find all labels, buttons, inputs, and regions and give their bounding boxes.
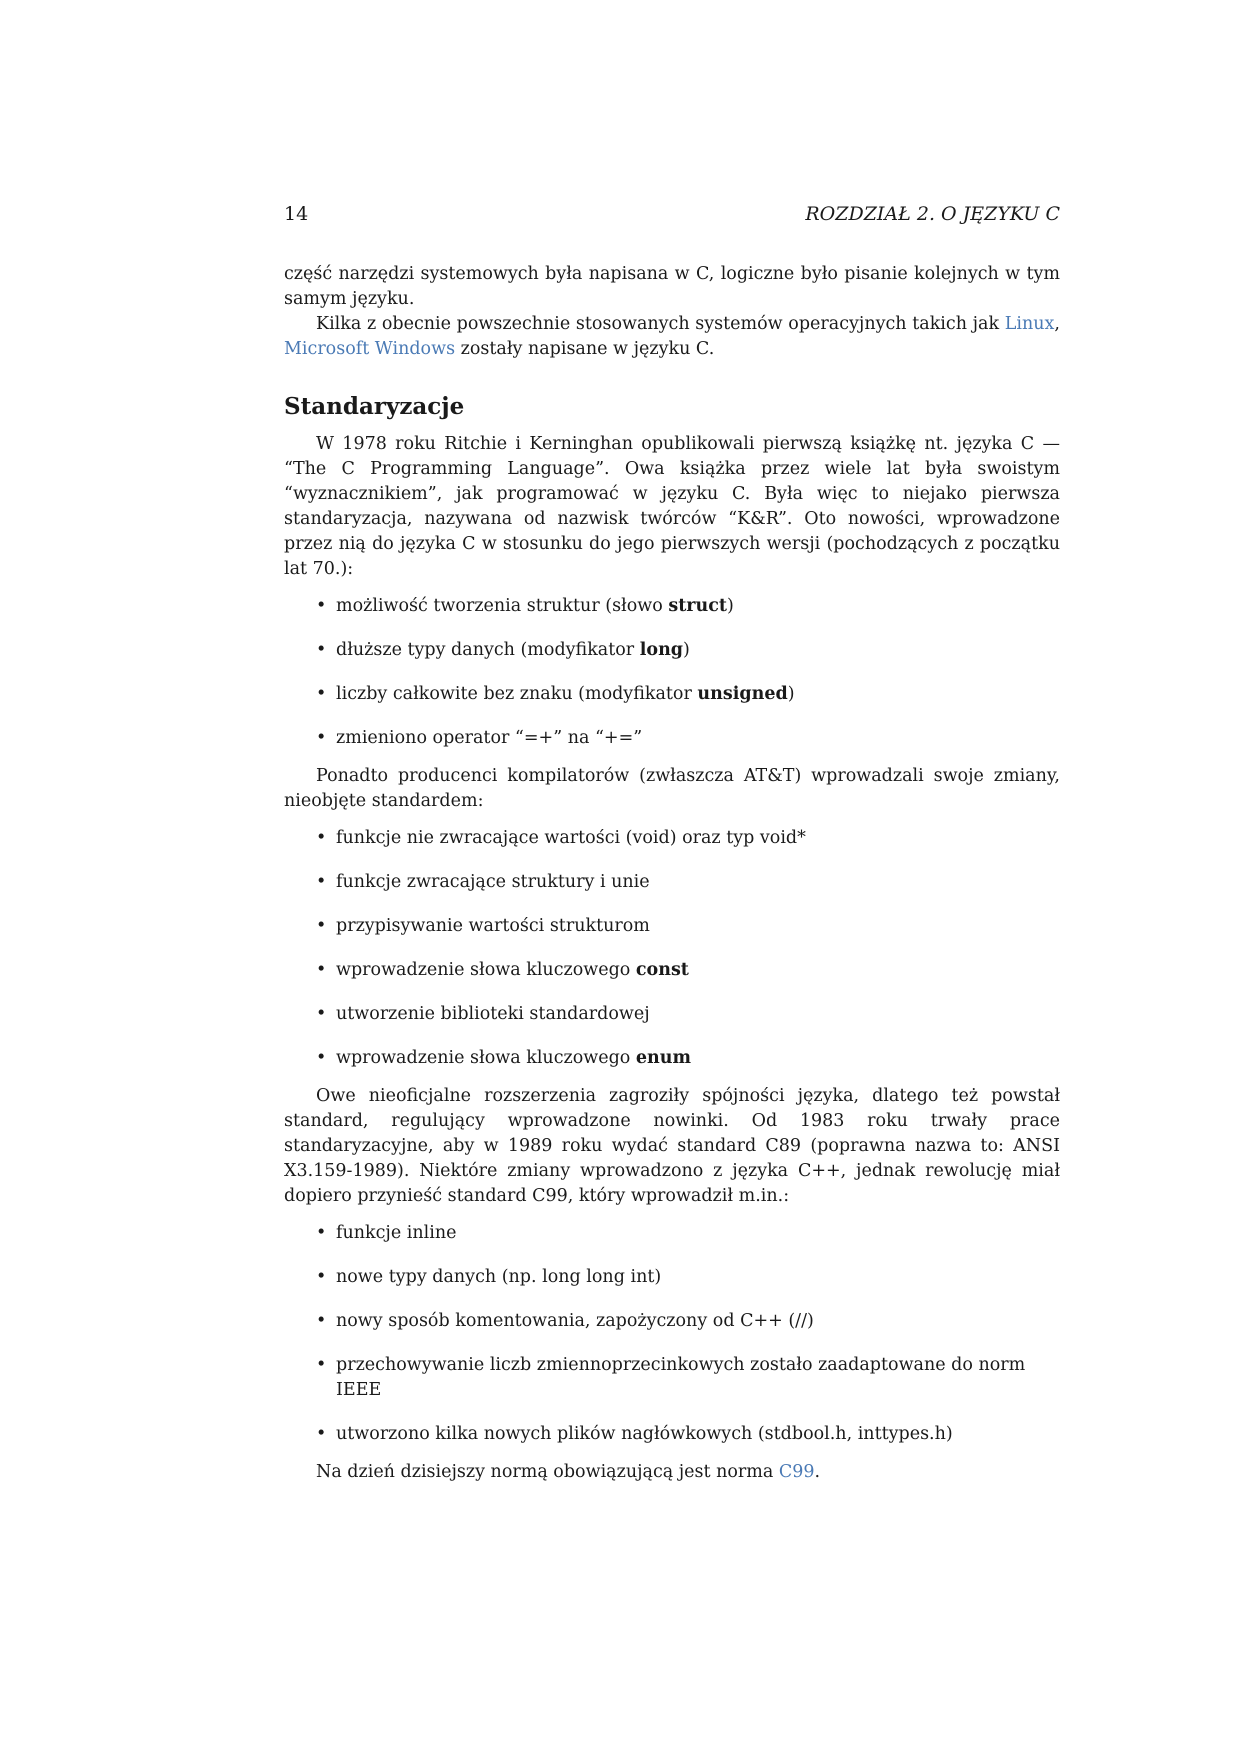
list-item-keyword: long xyxy=(639,640,684,660)
section-title: Standaryzacje xyxy=(284,393,465,420)
chapter-title: ROZDZIAŁ 2. O JĘZYKU C xyxy=(805,203,1060,225)
paragraph-5: Owe nieoficjalne rozszerzenia zagroziły spójności języka, dlatego też powstał standard, regulujący wprowadzone nowinki. Od 1983 roku trwały prace standaryzacyjne, aby w 1989 roku wydać standard C89 (poprawna nazwa to: ANSI X3.159-1989). Niektóre zmiany wprowadzono z języka C++, jednak rewolucję miał dopiero przynieść standard C99, który wprowadził m.in.: xyxy=(284,1086,1060,1206)
list-item-text-after: ) xyxy=(683,640,690,660)
list-item-keyword: struct xyxy=(668,596,727,616)
list-item xyxy=(316,1265,1060,1290)
list-item-text: funkcje zwracające struktury i unie xyxy=(336,872,650,892)
bullet-icon: • xyxy=(316,1223,327,1243)
list-item-text: funkcje nie zwracające wartości (void) oraz typ void* xyxy=(336,828,806,848)
bullet-icon: • xyxy=(316,684,327,704)
paragraph-6-text-after: . xyxy=(814,1462,821,1482)
list-item xyxy=(316,826,1060,851)
list-item xyxy=(316,1046,1060,1071)
bullet-icon: • xyxy=(316,1311,327,1331)
link-microsoft-windows[interactable]: Microsoft Windows xyxy=(284,339,456,359)
list-item-text: możliwość tworzenia struktur (słowo xyxy=(336,596,669,616)
list-item xyxy=(316,638,1060,663)
bullet-icon: • xyxy=(316,596,327,616)
list-item-text: wprowadzenie słowa kluczowego xyxy=(336,960,636,980)
list-item-text: przechowywanie liczb zmiennoprzecinkowych zostało zaadaptowane do norm IEEE xyxy=(336,1355,1026,1400)
list-item-text: nowy sposób komentowania, zapożyczony od C++ (//) xyxy=(336,1311,814,1331)
bullet-icon: • xyxy=(316,1424,327,1444)
list-item xyxy=(316,594,1060,619)
paragraph-2-text-after: zostały napisane w języku C. xyxy=(455,339,715,359)
bullet-icon: • xyxy=(316,1048,327,1068)
list-compiler-extensions xyxy=(284,826,1060,1071)
bullet-icon: • xyxy=(316,1355,327,1375)
list-item-text: utworzenie biblioteki standardowej xyxy=(336,1004,650,1024)
page-number: 14 xyxy=(284,203,309,225)
list-item xyxy=(316,1221,1060,1246)
list-item-keyword: enum xyxy=(635,1048,692,1068)
link-linux[interactable]: Linux xyxy=(1004,314,1055,334)
list-item-keyword: const xyxy=(635,960,689,980)
paragraph-1: część narzędzi systemowych była napisana w C, logiczne było pisanie kolejnych w tym samym języku. xyxy=(284,264,1060,309)
page-body xyxy=(284,262,1060,1485)
paragraph-3: W 1978 roku Ritchie i Kerninghan opublikowali pierwszą książkę nt. języka C — “The C Programming Language”. Owa książka przez wiele lat była swoistym “wyznacznikiem”, jak programować w języku C. Była więc to niejako pierwsza standaryzacja, nazywana od nazwisk twórców “K&R”. Oto nowości, wprowadzone przez nią do języka C w stosunku do jego pierwszych wersji (pochodzących z początku lat 70.): xyxy=(284,434,1060,579)
running-header xyxy=(284,203,1060,229)
list-c99-features xyxy=(284,1221,1060,1447)
bullet-icon: • xyxy=(316,1004,327,1024)
list-item-text: liczby całkowite bez znaku (modyfikator xyxy=(336,684,698,704)
list-item-text: nowe typy danych (np. long long int) xyxy=(336,1267,662,1287)
list-item xyxy=(316,958,1060,983)
paragraph-6-text-before: Na dzień dzisiejszy normą obowiązującą jest norma xyxy=(316,1462,779,1482)
list-item xyxy=(316,914,1060,939)
list-item-text: wprowadzenie słowa kluczowego xyxy=(336,1048,636,1068)
bullet-icon: • xyxy=(316,828,327,848)
bullet-icon: • xyxy=(316,872,327,892)
bullet-icon: • xyxy=(316,1267,327,1287)
list-item-text: przypisywanie wartości strukturom xyxy=(336,916,650,936)
paragraph-2-separator: , xyxy=(1054,314,1060,334)
bullet-icon: • xyxy=(316,640,327,660)
list-kr-features xyxy=(284,594,1060,751)
list-item-keyword: unsigned xyxy=(697,684,788,704)
list-item xyxy=(316,726,1060,751)
list-item-text: utworzono kilka nowych plików nagłówkowych (stdbool.h, inttypes.h) xyxy=(336,1424,953,1444)
paragraph-6 xyxy=(284,1460,1060,1485)
list-item xyxy=(316,1353,1060,1403)
list-item xyxy=(316,1309,1060,1334)
list-item-text: dłuższe typy danych (modyfikator xyxy=(336,640,640,660)
list-item xyxy=(316,682,1060,707)
list-item-text: zmieniono operator “=+” na “+=” xyxy=(336,728,643,748)
paragraph-2 xyxy=(284,312,1060,362)
list-item-text: funkcje inline xyxy=(336,1223,457,1243)
list-item xyxy=(316,870,1060,895)
bullet-icon: • xyxy=(316,916,327,936)
bullet-icon: • xyxy=(316,960,327,980)
bullet-icon: • xyxy=(316,728,327,748)
link-c99[interactable]: C99 xyxy=(778,1462,815,1482)
list-item xyxy=(316,1002,1060,1027)
list-item xyxy=(316,1422,1060,1447)
paragraph-4: Ponadto producenci kompilatorów (zwłaszcza AT&T) wprowadzali swoje zmiany, nieobjęte standardem: xyxy=(284,766,1060,811)
list-item-text-after: ) xyxy=(787,684,795,704)
list-item-text-after: ) xyxy=(726,596,734,616)
paragraph-2-text-before: Kilka z obecnie powszechnie stosowanych systemów operacyjnych takich jak xyxy=(316,314,1005,334)
